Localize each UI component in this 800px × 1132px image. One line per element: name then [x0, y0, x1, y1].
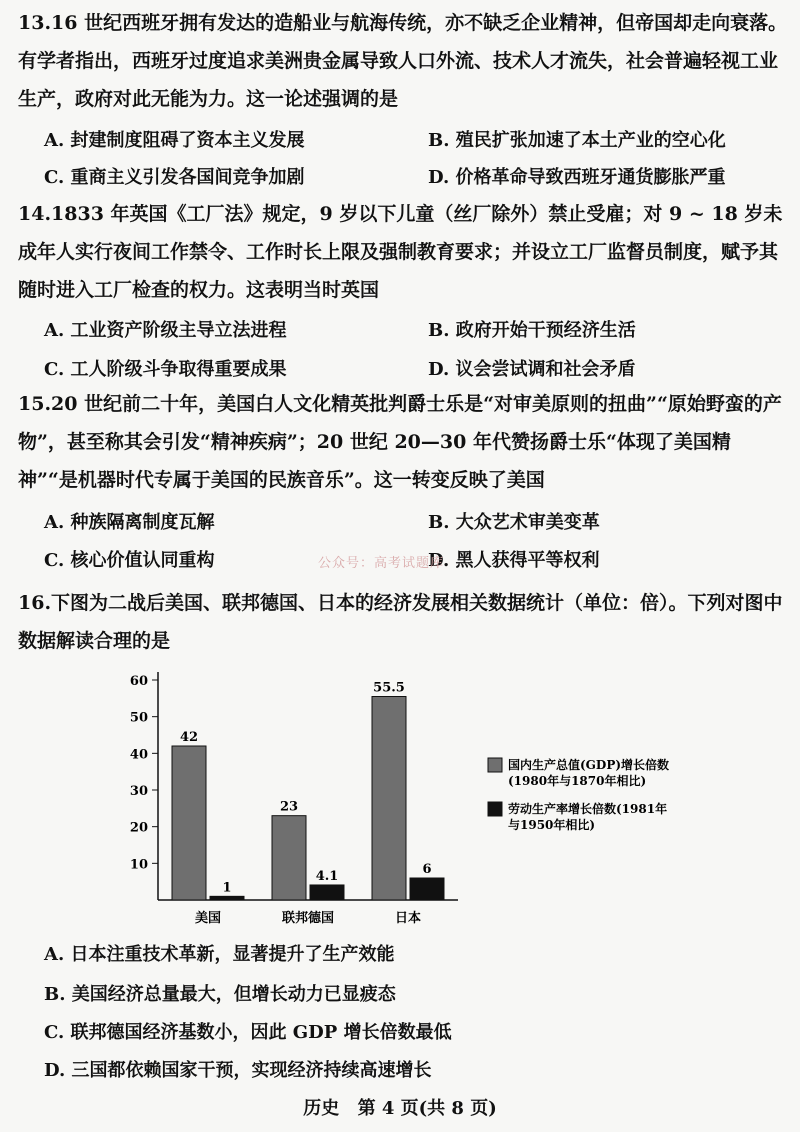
- q14-option-c: C. 工人阶级斗争取得重要成果: [44, 359, 287, 380]
- legend-label: 与1950年相比): [508, 818, 596, 832]
- x-tick-label: 联邦德国: [281, 911, 335, 926]
- y-tick-label: 50: [129, 710, 148, 726]
- bar-chart: [110, 660, 710, 930]
- legend-label: 劳动生产率增长倍数(1981年: [508, 802, 668, 816]
- bar: [372, 697, 406, 901]
- legend-label: 国内生产总值(GDP)增长倍数: [508, 758, 670, 772]
- q14-option-a: A. 工业资产阶级主导立法进程: [44, 320, 287, 341]
- q15-option-d: D. 黑人获得平等权利: [428, 550, 600, 571]
- q13-option-b: B. 殖民扩张加速了本土产业的空心化: [428, 130, 726, 151]
- data-label: 1: [222, 880, 232, 896]
- q14-option-d: D. 议会尝试调和社会矛盾: [428, 359, 636, 380]
- data-label: 4.1: [315, 868, 339, 884]
- footer-subject: 历史: [303, 1098, 340, 1119]
- question-14-stem: 14.1833 年英国《工厂法》规定，9 岁以下儿童（丝厂除外）禁止受雇；对 9 ~ 18 岁未成年人实行夜间工作禁令、工作时长上限及强制教育要求；并设立工厂监督员制度，赋予其随时进入工厂检查的权力。这表明当时英国: [18, 203, 783, 301]
- data-label: 42: [179, 730, 199, 745]
- y-tick-label: 40: [129, 747, 148, 763]
- bar: [210, 896, 244, 900]
- bar: [310, 885, 344, 900]
- footer-page-number: 第 4 页(共 8 页): [357, 1098, 497, 1119]
- x-tick-label: 美国: [194, 911, 222, 926]
- y-tick-label: 20: [129, 820, 148, 836]
- y-tick-label: 30: [129, 784, 148, 799]
- q16-option-b: B. 美国经济总量最大，但增长动力已显疲态: [44, 984, 396, 1005]
- data-label: 6: [422, 862, 432, 877]
- q15-option-a: A. 种族隔离制度瓦解: [44, 512, 215, 533]
- q15-option-c: C. 核心价值认同重构: [44, 550, 215, 571]
- watermark: 公众号：高考试题库: [318, 556, 445, 571]
- bar: [172, 746, 206, 900]
- q16-option-c: C. 联邦德国经济基数小，因此 GDP 增长倍数最低: [44, 1022, 452, 1043]
- q15-option-b: B. 大众艺术审美变革: [428, 512, 600, 533]
- question-15-stem: 15.20 世纪前二十年，美国白人文化精英批判爵士乐是“对审美原则的扭曲”“原始野蛮的产物”，甚至称其会引发“精神疾病”；20 世纪 20—30 年代赞扬爵士乐“体现了美国精神”“是机器时代专属于美国的民族音乐”。这一转变反映了美国: [18, 393, 782, 491]
- data-label: 23: [279, 799, 299, 815]
- q16-option-a: A. 日本注重技术革新，显著提升了生产效能: [44, 944, 395, 965]
- legend-label: (1980年与1870年相比): [508, 774, 647, 788]
- q13-option-d: D. 价格革命导致西班牙通货膨胀严重: [428, 167, 726, 188]
- q13-option-c: C. 重商主义引发各国间竞争加剧: [44, 167, 305, 188]
- question-13-stem: 13.16 世纪西班牙拥有发达的造船业与航海传统，亦不缺乏企业精神，但帝国却走向衰落。有学者指出，西班牙过度追求美洲贵金属导致人口外流、技术人才流失，社会普遍轻视工业生产，政府对此无能为力。这一论述强调的是: [18, 12, 788, 110]
- q14-option-b: B. 政府开始干预经济生活: [428, 320, 636, 341]
- q13-option-a: A. 封建制度阻碍了资本主义发展: [44, 130, 305, 151]
- page-footer: [0, 1094, 800, 1120]
- x-tick-label: 日本: [394, 911, 422, 926]
- data-label: 55.5: [373, 680, 405, 696]
- question-16-stem: 16.下图为二战后美国、联邦德国、日本的经济发展相关数据统计（单位：倍）。下列对图中数据解读合理的是: [18, 592, 783, 652]
- q16-option-d: D. 三国都依赖国家干预，实现经济持续高速增长: [44, 1060, 432, 1081]
- y-tick-label: 10: [129, 857, 148, 873]
- bar: [272, 816, 306, 900]
- y-tick-label: 60: [129, 674, 148, 689]
- legend-swatch: [488, 802, 502, 816]
- bar: [410, 878, 444, 900]
- legend-swatch: [488, 758, 502, 772]
